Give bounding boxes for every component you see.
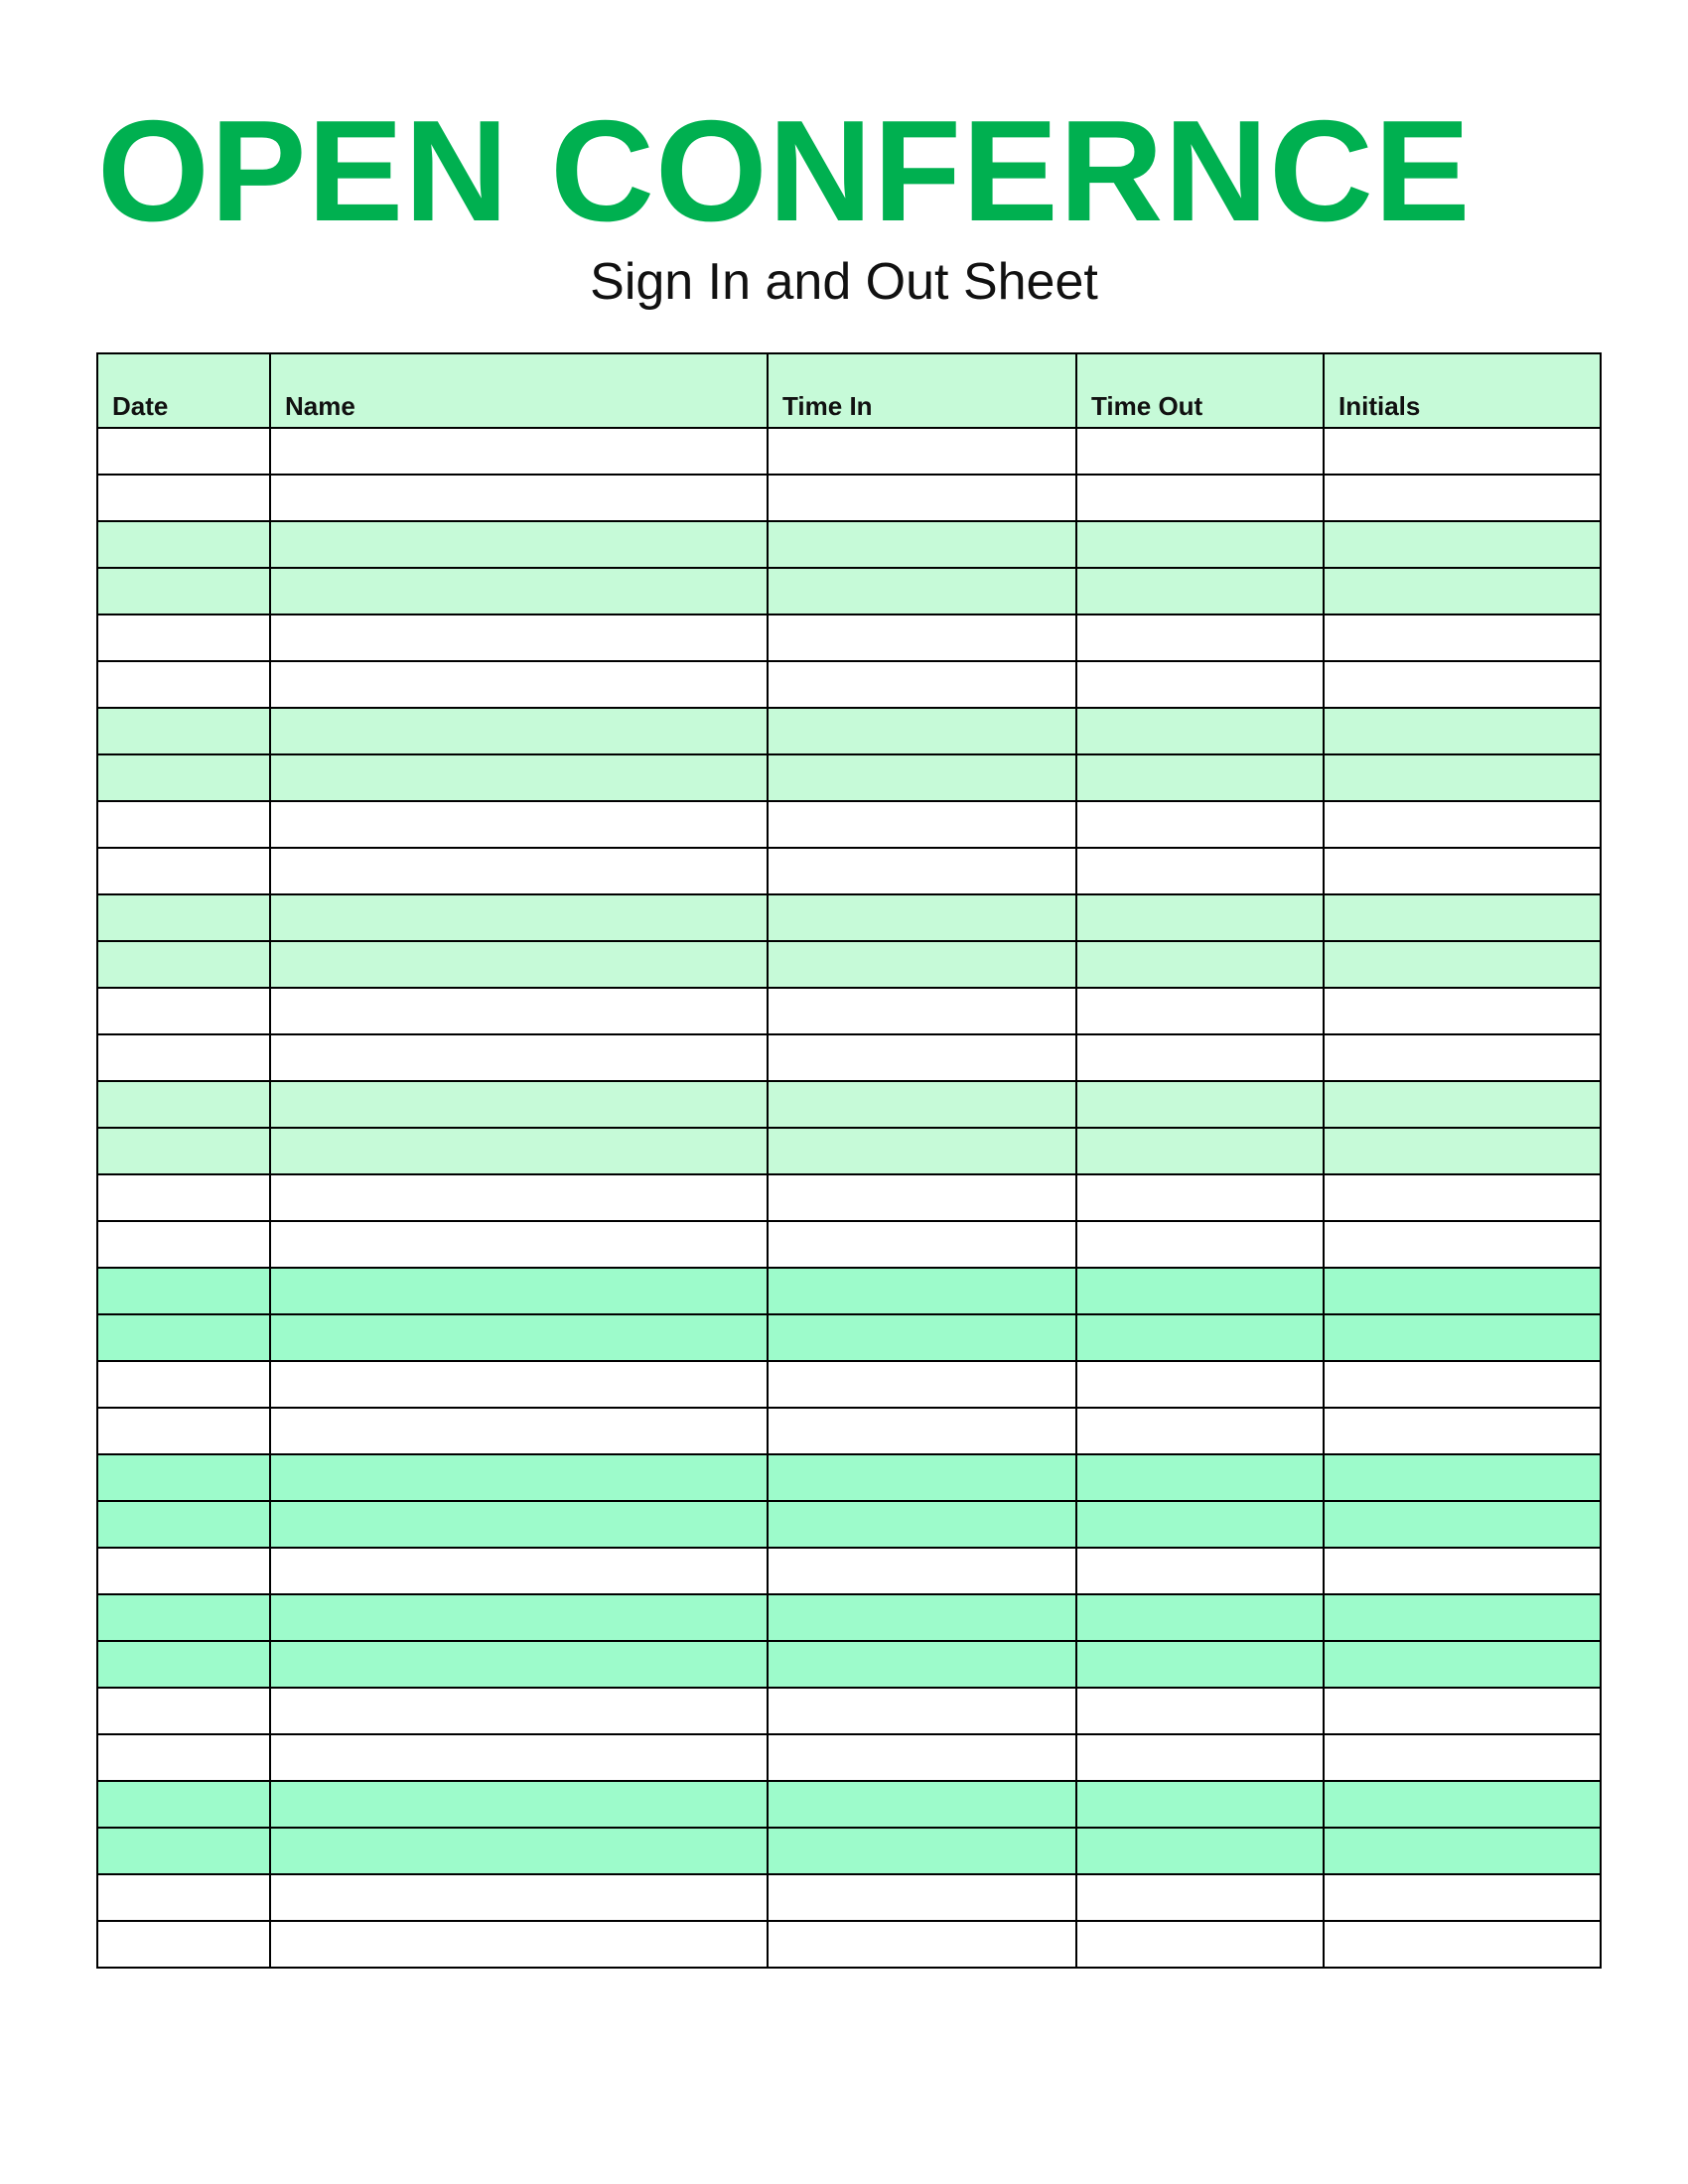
name-cell[interactable] (270, 1408, 768, 1454)
time-out-cell[interactable] (1076, 1361, 1324, 1408)
time-in-cell[interactable] (768, 1828, 1076, 1874)
table-row (97, 1221, 1601, 1268)
name-cell[interactable] (270, 1688, 768, 1734)
date-cell[interactable] (97, 1268, 270, 1314)
initials-cell[interactable] (1324, 848, 1601, 894)
time-in-cell[interactable] (768, 1734, 1076, 1781)
date-cell[interactable] (97, 1734, 270, 1781)
table-row (97, 1921, 1601, 1968)
date-cell[interactable] (97, 1454, 270, 1501)
initials-cell[interactable] (1324, 1734, 1601, 1781)
initials-cell[interactable] (1324, 1268, 1601, 1314)
time-out-cell[interactable] (1076, 661, 1324, 708)
date-cell[interactable] (97, 1828, 270, 1874)
table-row (97, 661, 1601, 708)
initials-cell[interactable] (1324, 1548, 1601, 1594)
table-row (97, 1128, 1601, 1174)
time-out-cell[interactable] (1076, 1688, 1324, 1734)
time-out-cell[interactable] (1076, 754, 1324, 801)
column-header-time-in: Time In (768, 353, 1076, 428)
column-header-name: Name (270, 353, 768, 428)
time-out-cell[interactable] (1076, 894, 1324, 941)
time-out-cell[interactable] (1076, 1314, 1324, 1361)
date-cell[interactable] (97, 754, 270, 801)
date-cell[interactable] (97, 1501, 270, 1548)
time-in-cell[interactable] (768, 475, 1076, 521)
table-row (97, 1688, 1601, 1734)
time-out-cell[interactable] (1076, 428, 1324, 475)
initials-cell[interactable] (1324, 1641, 1601, 1688)
time-in-cell[interactable] (768, 1781, 1076, 1828)
time-in-cell[interactable] (768, 1361, 1076, 1408)
time-in-cell[interactable] (768, 754, 1076, 801)
time-in-cell[interactable] (768, 1268, 1076, 1314)
initials-cell[interactable] (1324, 614, 1601, 661)
initials-cell[interactable] (1324, 1128, 1601, 1174)
name-cell[interactable] (270, 1174, 768, 1221)
initials-cell[interactable] (1324, 1501, 1601, 1548)
initials-cell[interactable] (1324, 475, 1601, 521)
table-row (97, 1501, 1601, 1548)
initials-cell[interactable] (1324, 894, 1601, 941)
date-cell[interactable] (97, 1548, 270, 1594)
time-out-cell[interactable] (1076, 1408, 1324, 1454)
date-cell[interactable] (97, 1174, 270, 1221)
time-out-cell[interactable] (1076, 1034, 1324, 1081)
table-row (97, 475, 1601, 521)
time-in-cell[interactable] (768, 1594, 1076, 1641)
table-row (97, 1641, 1601, 1688)
date-cell[interactable] (97, 708, 270, 754)
date-cell[interactable] (97, 428, 270, 475)
time-out-cell[interactable] (1076, 941, 1324, 988)
table-row (97, 848, 1601, 894)
date-cell[interactable] (97, 1081, 270, 1128)
date-cell[interactable] (97, 848, 270, 894)
date-cell[interactable] (97, 1221, 270, 1268)
initials-cell[interactable] (1324, 988, 1601, 1034)
table-row (97, 754, 1601, 801)
time-in-cell[interactable] (768, 661, 1076, 708)
date-cell[interactable] (97, 1874, 270, 1921)
date-cell[interactable] (97, 941, 270, 988)
table-row (97, 1454, 1601, 1501)
date-cell[interactable] (97, 894, 270, 941)
time-in-cell[interactable] (768, 1408, 1076, 1454)
sign-in-table (96, 352, 1602, 1969)
table-body (97, 428, 1601, 1968)
time-out-cell[interactable] (1076, 1734, 1324, 1781)
name-cell[interactable] (270, 1081, 768, 1128)
name-cell[interactable] (270, 475, 768, 521)
time-out-cell[interactable] (1076, 1874, 1324, 1921)
time-in-cell[interactable] (768, 568, 1076, 614)
table-row (97, 1268, 1601, 1314)
initials-cell[interactable] (1324, 754, 1601, 801)
name-cell[interactable] (270, 988, 768, 1034)
initials-cell[interactable] (1324, 1921, 1601, 1968)
table-row (97, 1828, 1601, 1874)
initials-cell[interactable] (1324, 708, 1601, 754)
time-out-cell[interactable] (1076, 1081, 1324, 1128)
date-cell[interactable] (97, 1781, 270, 1828)
table-row (97, 1034, 1601, 1081)
name-cell[interactable] (270, 1548, 768, 1594)
name-cell[interactable] (270, 1734, 768, 1781)
time-out-cell[interactable] (1076, 1641, 1324, 1688)
name-cell[interactable] (270, 1641, 768, 1688)
initials-cell[interactable] (1324, 1081, 1601, 1128)
date-cell[interactable] (97, 1361, 270, 1408)
time-out-cell[interactable] (1076, 1501, 1324, 1548)
time-out-cell[interactable] (1076, 1174, 1324, 1221)
name-cell[interactable] (270, 754, 768, 801)
initials-cell[interactable] (1324, 1828, 1601, 1874)
name-cell[interactable] (270, 1594, 768, 1641)
name-cell[interactable] (270, 1128, 768, 1174)
name-cell[interactable] (270, 1874, 768, 1921)
time-in-cell[interactable] (768, 521, 1076, 568)
initials-cell[interactable] (1324, 801, 1601, 848)
name-cell[interactable] (270, 1314, 768, 1361)
initials-cell[interactable] (1324, 1314, 1601, 1361)
table-row (97, 801, 1601, 848)
name-cell[interactable] (270, 848, 768, 894)
initials-cell[interactable] (1324, 1781, 1601, 1828)
initials-cell[interactable] (1324, 1221, 1601, 1268)
time-in-cell[interactable] (768, 1454, 1076, 1501)
time-out-cell[interactable] (1076, 1128, 1324, 1174)
time-out-cell[interactable] (1076, 475, 1324, 521)
time-in-cell[interactable] (768, 614, 1076, 661)
date-cell[interactable] (97, 1921, 270, 1968)
name-cell[interactable] (270, 941, 768, 988)
time-in-cell[interactable] (768, 894, 1076, 941)
time-out-cell[interactable] (1076, 1781, 1324, 1828)
name-cell[interactable] (270, 1501, 768, 1548)
time-out-cell[interactable] (1076, 848, 1324, 894)
time-out-cell[interactable] (1076, 1921, 1324, 1968)
time-in-cell[interactable] (768, 1174, 1076, 1221)
table-row (97, 521, 1601, 568)
time-out-cell[interactable] (1076, 988, 1324, 1034)
time-in-cell[interactable] (768, 801, 1076, 848)
name-cell[interactable] (270, 661, 768, 708)
time-out-cell[interactable] (1076, 568, 1324, 614)
column-header-time-out: Time Out (1076, 353, 1324, 428)
table-row (97, 988, 1601, 1034)
date-cell[interactable] (97, 1688, 270, 1734)
initials-cell[interactable] (1324, 428, 1601, 475)
initials-cell[interactable] (1324, 661, 1601, 708)
time-out-cell[interactable] (1076, 1548, 1324, 1594)
date-cell[interactable] (97, 1594, 270, 1641)
name-cell[interactable] (270, 801, 768, 848)
table-row (97, 428, 1601, 475)
initials-cell[interactable] (1324, 1408, 1601, 1454)
table-row (97, 1594, 1601, 1641)
time-in-cell[interactable] (768, 428, 1076, 475)
time-in-cell[interactable] (768, 1874, 1076, 1921)
time-out-cell[interactable] (1076, 1828, 1324, 1874)
name-cell[interactable] (270, 1921, 768, 1968)
date-cell[interactable] (97, 661, 270, 708)
time-in-cell[interactable] (768, 1548, 1076, 1594)
initials-cell[interactable] (1324, 1454, 1601, 1501)
initials-cell[interactable] (1324, 1174, 1601, 1221)
date-cell[interactable] (97, 475, 270, 521)
time-out-cell[interactable] (1076, 708, 1324, 754)
table-row (97, 708, 1601, 754)
time-out-cell[interactable] (1076, 614, 1324, 661)
time-out-cell[interactable] (1076, 1221, 1324, 1268)
table-row (97, 568, 1601, 614)
initials-cell[interactable] (1324, 568, 1601, 614)
time-in-cell[interactable] (768, 1688, 1076, 1734)
name-cell[interactable] (270, 1361, 768, 1408)
name-cell[interactable] (270, 1454, 768, 1501)
time-in-cell[interactable] (768, 708, 1076, 754)
page-subtitle: Sign In and Out Sheet (590, 253, 1098, 311)
initials-cell[interactable] (1324, 1361, 1601, 1408)
name-cell[interactable] (270, 1268, 768, 1314)
date-cell[interactable] (97, 988, 270, 1034)
time-out-cell[interactable] (1076, 801, 1324, 848)
time-out-cell[interactable] (1076, 1454, 1324, 1501)
table-row (97, 1781, 1601, 1828)
initials-cell[interactable] (1324, 1688, 1601, 1734)
date-cell[interactable] (97, 801, 270, 848)
initials-cell[interactable] (1324, 941, 1601, 988)
time-in-cell[interactable] (768, 988, 1076, 1034)
name-cell[interactable] (270, 708, 768, 754)
name-cell[interactable] (270, 1221, 768, 1268)
name-cell[interactable] (270, 614, 768, 661)
date-cell[interactable] (97, 521, 270, 568)
time-in-cell[interactable] (768, 1921, 1076, 1968)
column-header-date: Date (97, 353, 270, 428)
time-in-cell[interactable] (768, 1501, 1076, 1548)
table-row (97, 894, 1601, 941)
table-row (97, 1734, 1601, 1781)
time-in-cell[interactable] (768, 1128, 1076, 1174)
date-cell[interactable] (97, 1641, 270, 1688)
initials-cell[interactable] (1324, 521, 1601, 568)
time-in-cell[interactable] (768, 941, 1076, 988)
page-title: OPEN CONFERNCE (97, 90, 1472, 251)
date-cell[interactable] (97, 1034, 270, 1081)
name-cell[interactable] (270, 894, 768, 941)
table-row (97, 941, 1601, 988)
time-in-cell[interactable] (768, 1081, 1076, 1128)
table-row (97, 1408, 1601, 1454)
table-row (97, 1874, 1601, 1921)
name-cell[interactable] (270, 1781, 768, 1828)
time-in-cell[interactable] (768, 1221, 1076, 1268)
table-row (97, 1081, 1601, 1128)
date-cell[interactable] (97, 1128, 270, 1174)
table-row (97, 1174, 1601, 1221)
time-in-cell[interactable] (768, 1034, 1076, 1081)
time-in-cell[interactable] (768, 848, 1076, 894)
time-out-cell[interactable] (1076, 521, 1324, 568)
table-row (97, 1361, 1601, 1408)
initials-cell[interactable] (1324, 1874, 1601, 1921)
table-row (97, 614, 1601, 661)
date-cell[interactable] (97, 1408, 270, 1454)
table-header-row (97, 353, 1601, 428)
date-cell[interactable] (97, 1314, 270, 1361)
time-in-cell[interactable] (768, 1641, 1076, 1688)
table-row (97, 1548, 1601, 1594)
time-out-cell[interactable] (1076, 1594, 1324, 1641)
initials-cell[interactable] (1324, 1594, 1601, 1641)
name-cell[interactable] (270, 428, 768, 475)
name-cell[interactable] (270, 568, 768, 614)
name-cell[interactable] (270, 521, 768, 568)
name-cell[interactable] (270, 1828, 768, 1874)
date-cell[interactable] (97, 614, 270, 661)
date-cell[interactable] (97, 568, 270, 614)
time-out-cell[interactable] (1076, 1268, 1324, 1314)
table-row (97, 1314, 1601, 1361)
initials-cell[interactable] (1324, 1034, 1601, 1081)
time-in-cell[interactable] (768, 1314, 1076, 1361)
column-header-initials: Initials (1324, 353, 1601, 428)
name-cell[interactable] (270, 1034, 768, 1081)
